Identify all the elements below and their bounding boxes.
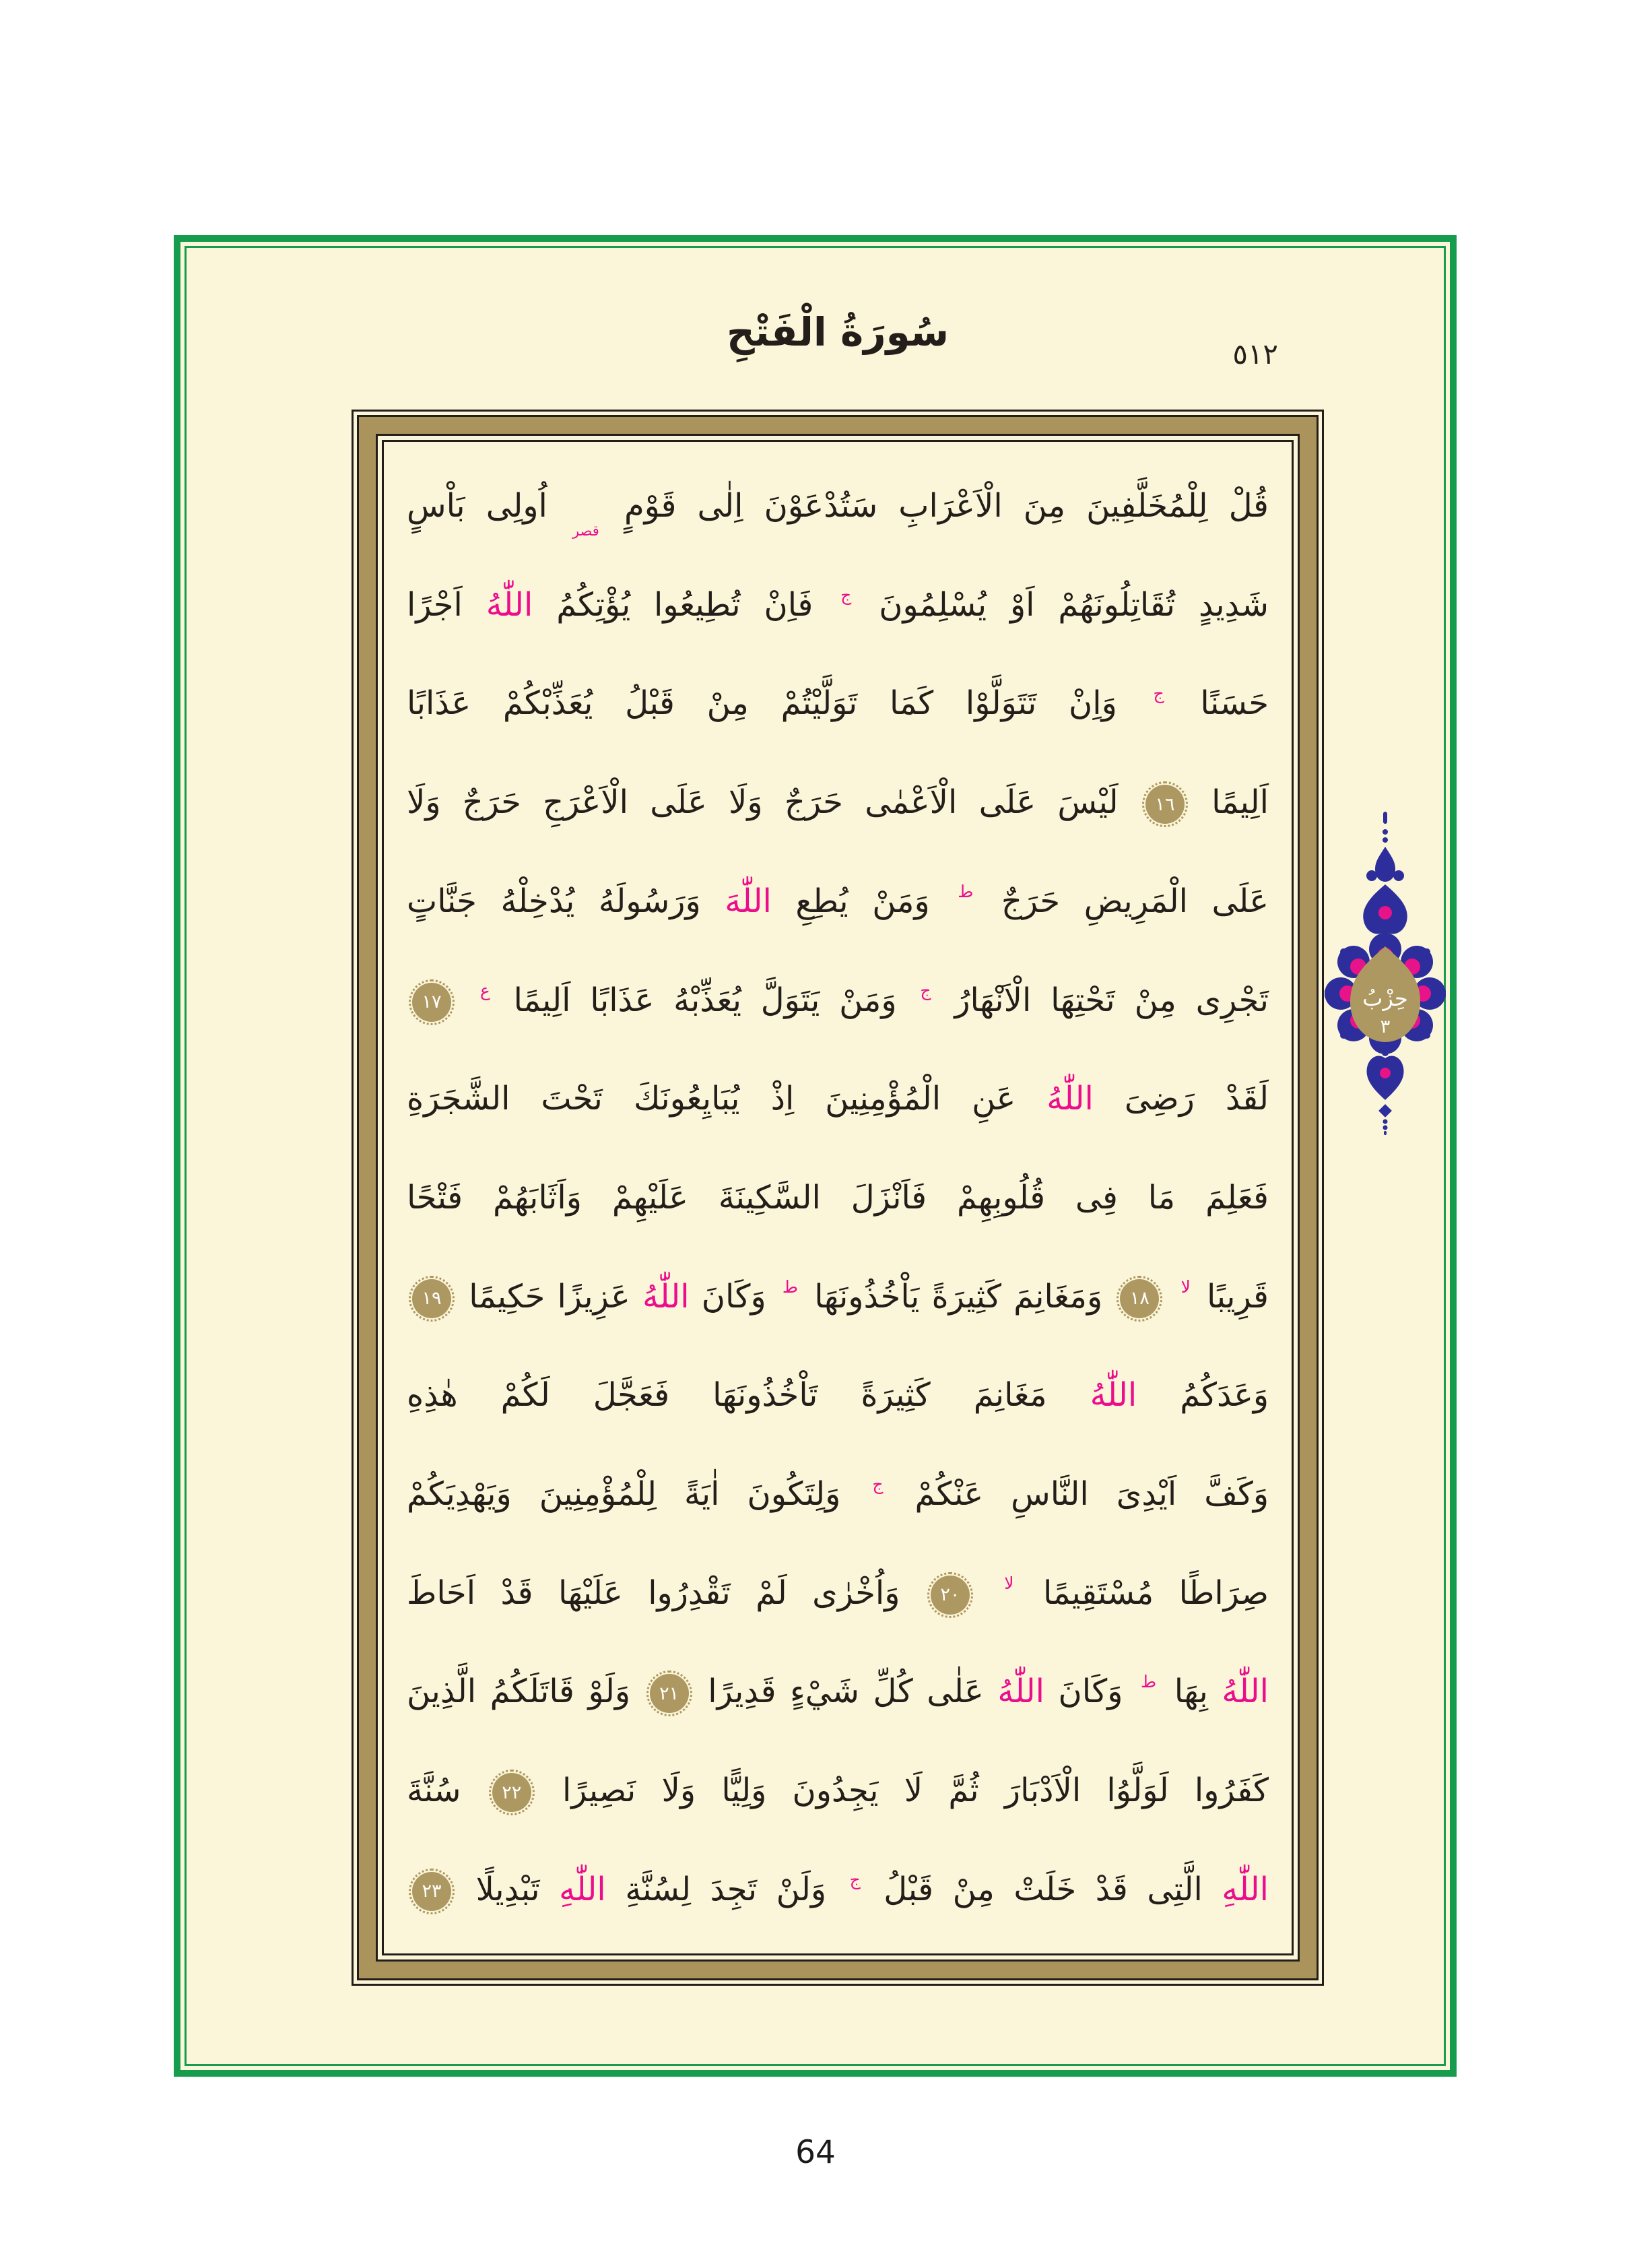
allah-word: اللّٰهِ xyxy=(1222,1870,1269,1908)
folio-page-number: 64 xyxy=(795,2134,836,2171)
quran-line xyxy=(407,951,1269,1049)
quran-text: اَجْرًا xyxy=(407,585,463,624)
quran-line xyxy=(407,1445,1269,1543)
verse-marker: ١٨ xyxy=(1120,1279,1159,1318)
verse-marker: ١٧ xyxy=(412,983,451,1022)
quran-text: تَبْدِيلًا xyxy=(475,1870,540,1908)
verse-marker: ٢٢ xyxy=(492,1773,531,1812)
waqf-mark: ج xyxy=(920,980,931,1000)
quran-text: عَلَى الْمَرِيضِ حَرَجٌ xyxy=(1001,882,1269,920)
mushaf-page xyxy=(174,235,1457,2077)
verse-marker: ٢٠ xyxy=(931,1576,970,1615)
quran-text: حَسَنًا xyxy=(1200,684,1269,723)
frame-line xyxy=(357,415,1319,1980)
tajweed-note: قصر xyxy=(572,523,599,539)
waqf-mark: ط xyxy=(1141,1672,1157,1692)
verse-marker: ٢٣ xyxy=(412,1872,451,1911)
quran-line xyxy=(407,1741,1269,1840)
quran-text: وَرَسُولَهُ يُدْخِلْهُ جَنَّاتٍ xyxy=(407,882,701,920)
verse-marker: ١٩ xyxy=(412,1279,451,1318)
verse-marker: ١٦ xyxy=(1145,785,1185,824)
allah-word: اللّٰهِ xyxy=(559,1870,606,1908)
waqf-mark: ج xyxy=(849,1869,861,1889)
waqf-mark: ج xyxy=(840,585,852,605)
quran-text: وَمَغَانِمَ كَثِيرَةً يَاْخُذُونَهَا xyxy=(814,1277,1103,1316)
waqf-mark: ع xyxy=(479,980,490,1000)
header-surah-title: سُورَةُ الْفَتْحِ xyxy=(726,309,950,355)
header-page-number-arabic: ٥١٢ xyxy=(1232,337,1278,370)
quran-text: وَاُخْرٰى لَمْ تَقْدِرُوا عَلَيْهَا قَدْ اَحَاطَ xyxy=(407,1574,900,1612)
quran-text: مَغَانِمَ كَثِيرَةً تَاْخُذُونَهَا فَعَجَّلَ لَكُمْ هٰذِهِ xyxy=(407,1376,1047,1415)
verse-marker: ٢١ xyxy=(650,1674,689,1713)
quran-line xyxy=(407,753,1269,851)
quran-text: فَعَلِمَ مَا فِى قُلُوبِهِمْ فَاَنْزَلَ السَّكِينَةَ عَلَيْهِمْ وَاَثَابَهُمْ فَتْحًا xyxy=(407,1178,1269,1217)
quran-text: اَلِيمًا xyxy=(1211,783,1269,822)
quran-line xyxy=(407,1544,1269,1642)
allah-word: اللّٰهُ xyxy=(642,1277,690,1316)
waqf-mark: ط xyxy=(782,1276,798,1297)
waqf-mark: ط xyxy=(958,881,974,901)
frame-line xyxy=(382,440,1294,1955)
quran-text: صِرَاطًا مُسْتَقِيمًا xyxy=(1043,1574,1269,1612)
quran-text: شَدِيدٍ تُقَاتِلُونَهُمْ اَوْ يُسْلِمُونَ xyxy=(879,585,1269,624)
quran-line xyxy=(407,556,1269,654)
quran-text: تَجْرِى مِنْ تَحْتِهَا الْاَنْهَارُ xyxy=(954,981,1269,1019)
quran-line xyxy=(407,1148,1269,1247)
quran-text: كَفَرُوا لَوَلَّوُا الْاَدْبَارَ ثُمَّ لَا يَجِدُونَ وَلِيًّا وَلَا نَصِيرًا xyxy=(562,1772,1269,1810)
allah-word: اللّٰهُ xyxy=(1046,1080,1094,1118)
quran-line xyxy=(407,1642,1269,1741)
quran-line xyxy=(407,1248,1269,1346)
quran-text: قُلْ لِلْمُخَلَّفِينَ مِنَ الْاَعْرَابِ سَتُدْعَوْنَ اِلٰى قَوْمٍ xyxy=(624,487,1269,525)
quran-text: لَقَدْ رَضِىَ xyxy=(1124,1080,1269,1118)
allah-word: اللّٰهُ xyxy=(997,1673,1044,1711)
quran-line xyxy=(407,852,1269,950)
quran-text: عَلٰى كُلِّ شَيْءٍ قَدِيرًا xyxy=(708,1673,984,1711)
allah-word: اللّٰهُ xyxy=(1090,1376,1137,1415)
waqf-mark: ج xyxy=(872,1475,884,1495)
quran-text: وَمَنْ يُطِعِ xyxy=(795,882,930,920)
frame-tan-band xyxy=(359,417,1317,1978)
quran-lines xyxy=(384,442,1292,1953)
quran-text: وَعَدَكُمُ xyxy=(1180,1376,1269,1415)
quran-line xyxy=(407,457,1269,555)
hizb-label: حِزْبُ xyxy=(1362,985,1408,1011)
quran-line xyxy=(407,1840,1269,1939)
quran-text: وَكَانَ xyxy=(701,1277,766,1316)
frame-line xyxy=(376,434,1300,1962)
waqf-mark: لا xyxy=(1180,1276,1191,1297)
hizb-medallion xyxy=(1325,812,1446,1135)
quran-text: وَلَوْ قَاتَلَكُمُ الَّذِينَ xyxy=(407,1673,631,1711)
quran-text: بِهَا xyxy=(1174,1673,1208,1711)
hizb-number: ٣ xyxy=(1380,1016,1391,1037)
quran-text: سُنَّةَ xyxy=(407,1772,461,1810)
quran-text: وَلَنْ تَجِدَ لِسُنَّةِ xyxy=(625,1870,826,1908)
quran-text: الَّتِى قَدْ خَلَتْ مِنْ قَبْلُ xyxy=(884,1870,1203,1908)
quran-text: اُولِى بَاْسٍ xyxy=(407,487,547,525)
quran-text: لَيْسَ عَلَى الْاَعْمٰى حَرَجٌ وَلَا عَلَى الْاَعْرَجِ حَرَجٌ وَلَا xyxy=(407,783,1119,822)
quran-text: وَكَانَ xyxy=(1058,1673,1123,1711)
allah-word: اللّٰهَ xyxy=(725,882,772,920)
waqf-mark: ج xyxy=(1153,684,1164,704)
quran-line xyxy=(407,1346,1269,1444)
ornamental-text-frame xyxy=(352,410,1324,1986)
hizb-ornament-graphic xyxy=(1325,812,1446,1135)
allah-word: اللّٰهُ xyxy=(486,585,533,624)
quran-text: فَاِنْ تُطِيعُوا يُؤْتِكُمُ xyxy=(556,585,813,624)
quran-text: عَنِ الْمُؤْمِنِينَ اِذْ يُبَايِعُونَكَ تَحْتَ الشَّجَرَةِ xyxy=(407,1080,1016,1118)
quran-text: عَزِيزًا حَكِيمًا xyxy=(469,1277,630,1316)
quran-text: وَمَنْ يَتَوَلَّ يُعَذِّبْهُ عَذَابًا اَلِيمًا xyxy=(513,981,897,1019)
quran-text: وَاِنْ تَتَوَلَّوْا كَمَا تَوَلَّيْتُمْ مِنْ قَبْلُ يُعَذِّبْكُمْ عَذَابًا xyxy=(407,684,1117,723)
quran-line xyxy=(407,1049,1269,1148)
quran-text: وَلِتَكُونَ اٰيَةً لِلْمُؤْمِنِينَ وَيَهْدِيَكُمْ xyxy=(407,1475,841,1514)
quran-line xyxy=(407,654,1269,752)
allah-word: اللّٰهُ xyxy=(1222,1673,1269,1711)
quran-text: قَرِيبًا xyxy=(1207,1277,1269,1316)
quran-text: وَكَفَّ اَيْدِىَ النَّاسِ عَنْكُمْ xyxy=(914,1475,1269,1514)
waqf-mark: لا xyxy=(1004,1573,1014,1593)
